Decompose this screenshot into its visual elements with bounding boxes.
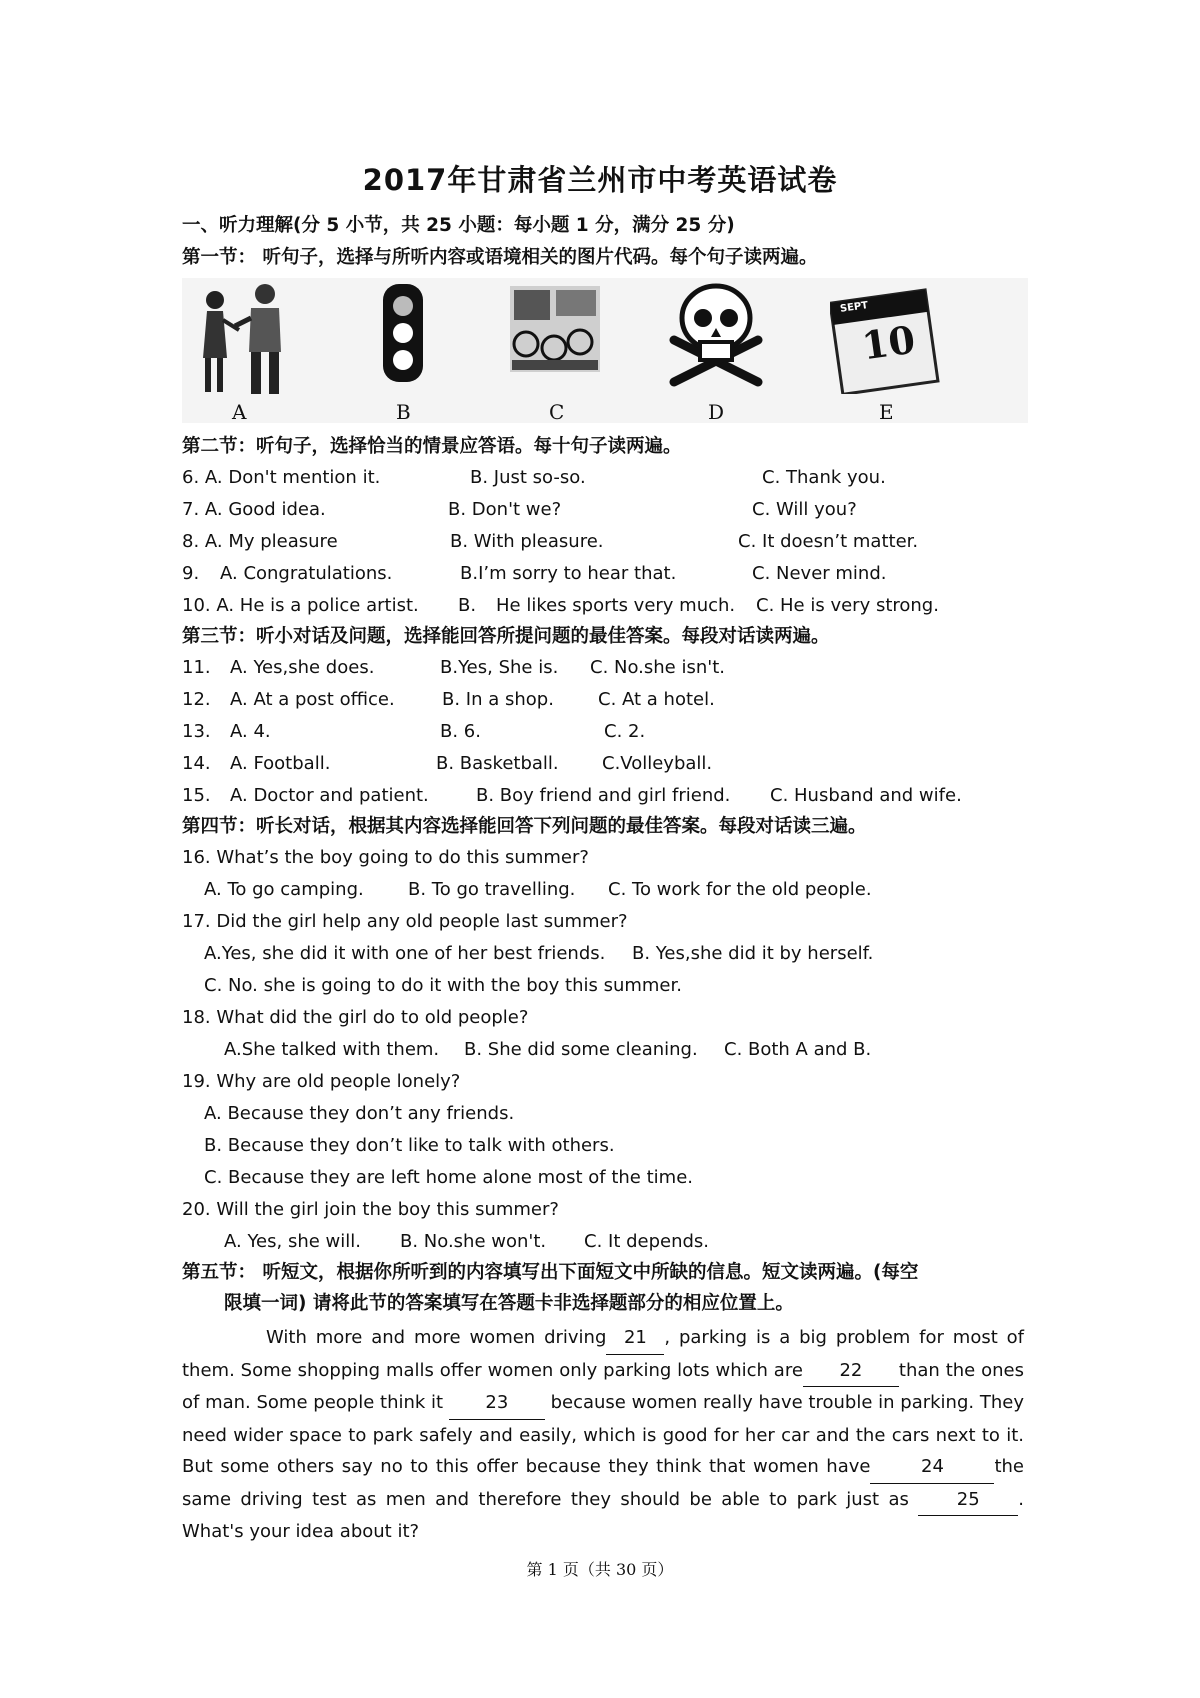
picture-strip — [182, 278, 1028, 423]
pic-label-e: E — [879, 400, 894, 424]
traffic-light-image — [380, 278, 426, 388]
question-19: 19. Why are old people lonely? — [182, 1071, 461, 1092]
pic-label-d: D — [708, 400, 725, 424]
calendar-month: SEPT — [839, 300, 869, 315]
exam-page: 2017年甘肃省兰州市中考英语试卷 一、听力理解(分 5 小节，共 25 小题：每小题 1 分，满分 25 分) 第一节： 听句子，选择与所听内容或语境相关的图片代码。每个句子读两遍。 SEPT 10 A B C D E 第二节：听句子，选择恰当的情景应答语。每十句子读两遍。 6. A. Don't mention it. B. Just so-so. C. Thank you. 7. A. Good idea. B. Don't we? C. Will you? 8. A. My pleasure B. With pleasure. C. It doesn’t matter. 9. A. Congratulations. B.I’m sorry to hear that. C. Never mind. 10. A. He is a police artist. B. He likes sports very much. C. He is very strong. 第三节：听小对话及问题，选择能回答所提问题的最佳答案。每段对话读两遍。 11. A. Yes,she does. B.Yes, She is. C. No.she isn't. 12. A. At a post office. B. In a shop. C. At a hotel. 13. A. 4. B. 6. C. 2. 14. A. Football. B. Basketball. C.Volleyball. 15. A. Doctor and patient. B. Boy friend and girl friend. C. Husband and wife. 第四节：听长对话，根据其内容选择能回答下列问题的最佳答案。每段对话读三遍。 16. What’s the boy going to do this summer? A. To go camping. B. To go travelling. C. To work for the old people. 17. Did the girl help any old people last summer? A.Yes, she did it with one of her best friends. B. Yes,she did it by herself. C. No. she is going to do it with the boy this summer. 18. What did the girl do to old people? A.She talked with them. B. She did some cleaning. C. Both A and B. 19. Why are old people lonely? A. Because they don’t any friends. B. Because they don’t like to talk with others. C. Because they are left home alone most of the time. 20. Will the girl join the boy this summer? A. Yes, she will. B. No.she won't. C. It depends. 第五节： 听短文，根据你所听到的内容填写出下面短文中所缺的信息。短文读两遍。(每空 限填一词) 请将此节的答案填写在答题卡非选择题部分的相应位置上。 With more and more women driving 21 , parking is a big problem for most of them. Some shopping malls offer women only parking lots which are 22 than the ones of man. Some people think it 23 because women really have trouble in parking. They need wider space to park safely and easily, which is good for her car and the cars next to it. But some others say no to this offer because they think that women have 24 the same driving test as men and therefore they should be able to park just as 25 . What's your idea about it? 第 1 页（共 30 页） — [0, 0, 1200, 1698]
section2-instruction: 第二节：听句子，选择恰当的情景应答语。每十句子读两遍。 — [182, 436, 682, 457]
question-18: 18. What did the girl do to old people? — [182, 1007, 529, 1028]
part1-heading: 一、听力理解(分 5 小节，共 25 小题：每小题 1 分，满分 25 分) — [182, 215, 735, 236]
calendar-image — [830, 284, 940, 394]
question-17: 17. Did the girl help any old people last summer? — [182, 911, 628, 932]
pic-label-a: A — [232, 400, 247, 424]
blank-25[interactable]: 25 — [918, 1484, 1018, 1517]
blank-24[interactable]: 24 — [870, 1451, 994, 1484]
section4-instruction: 第四节：听长对话，根据其内容选择能回答下列问题的最佳答案。每段对话读三遍。 — [182, 816, 867, 837]
crowded-scene-image — [510, 278, 600, 378]
skull-crossbones-image — [664, 278, 768, 388]
blank-23[interactable]: 23 — [449, 1387, 545, 1420]
section5-instruction: 第五节： 听短文，根据你所听到的内容填写出下面短文中所缺的信息。短文读两遍。(每空 — [182, 1262, 919, 1283]
page-footer: 第 1 页（共 30 页） — [526, 1560, 674, 1579]
pic-label-b: B — [396, 400, 411, 424]
two-people-talking-image — [187, 278, 297, 400]
question-20: 20. Will the girl join the boy this summer? — [182, 1199, 559, 1220]
page-title: 2017年甘肃省兰州市中考英语试卷 — [362, 163, 838, 197]
passage: With more and more women driving 21 , parking is a big problem for most of them. Some shopping malls offer women only parking lots which are 22 than the ones of man. Some people think it 23 because women really have trouble in parking. They need wider space to park safely and easily, which is good for her car and the cars next to it. But some others say no to this offer because they think that women have 24 the same driving test as men and therefore they should be able to park just as 25 . What's your idea about it? — [182, 1322, 1024, 1548]
section5-instruction-cont: 限填一词) 请将此节的答案填写在答题卡非选择题部分的相应位置上。 — [224, 1293, 794, 1314]
section1-instruction: 第一节： 听句子，选择与所听内容或语境相关的图片代码。每个句子读两遍。 — [182, 247, 818, 268]
section3-instruction: 第三节：听小对话及问题，选择能回答所提问题的最佳答案。每段对话读两遍。 — [182, 626, 830, 647]
blank-21[interactable]: 21 — [606, 1322, 664, 1355]
blank-22[interactable]: 22 — [803, 1355, 899, 1388]
calendar-day: 10 — [859, 316, 918, 369]
question-16: 16. What’s the boy going to do this summer? — [182, 847, 589, 868]
pic-label-c: C — [549, 400, 565, 424]
